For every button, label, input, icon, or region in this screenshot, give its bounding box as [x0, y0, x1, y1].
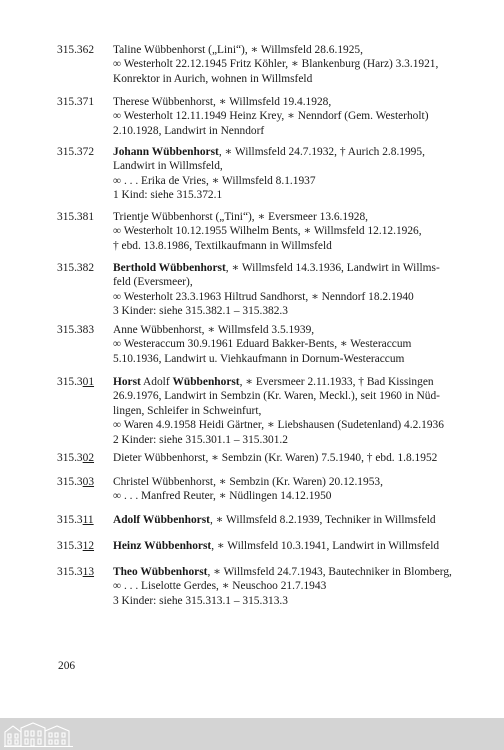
entry-text: Therese Wübbenhorst, ∗ Willmsfeld 19.4.1928, ∞ Westerholt 12.11.1949 Heinz Krey, ∗ Nenndorf (Gem. Westerholt) 2.10.1928, Landwirt in Nenndorf [113, 96, 429, 137]
person-name: Johann Wübbenhorst [113, 146, 219, 158]
entry-number: 315.371 [57, 96, 95, 108]
entry-number: 315.313 [57, 566, 95, 578]
page-number: 206 [58, 660, 76, 672]
entry-number: 315.312 [57, 540, 95, 552]
entry-text: Heinz Wübbenhorst, ∗ Willmsfeld 10.3.1941, Landwirt in Willmsfeld [113, 540, 440, 552]
entry-number: 315.303 [57, 476, 95, 488]
entry-text: Berthold Wübbenhorst, ∗ Willmsfeld 14.3.1936, Landwirt in Willms- feld (Eversmeer), ∞ Westerholt 23.3.1963 Hiltrud Sandhorst, ∗ Nenndorf 18.2.1940 3 Kinder: siehe 315.382.1 – 315.382.3 [113, 262, 440, 318]
entry-number: 315.311 [57, 514, 94, 526]
person-name: Berthold Wübbenhorst [113, 262, 226, 274]
person-name: Adolf Wübbenhorst [113, 514, 210, 526]
entry-text: Christel Wübbenhorst, ∗ Sembzin (Kr. Waren) 20.12.1953, ∞ . . . Manfred Reuter, ∗ Nüdlingen 14.12.1950 [113, 476, 383, 503]
entry-text: Johann Wübbenhorst, ∗ Willmsfeld 24.7.1932, † Aurich 2.8.1995, Landwirt in Willmsfeld, ∞ . . . Erika de Vries, ∗ Willmsfeld 8.1.1937 1 Kind: siehe 315.372.1 [113, 146, 425, 202]
person-name: Theo Wübbenhorst [113, 566, 208, 578]
entry-text: Taline Wübbenhorst („Lini“), ∗ Willmsfeld 28.6.1925, ∞ Westerholt 22.12.1945 Fritz Köhler, ∗ Blankenburg (Harz) 3.3.1921, Konrektor in Aurich, wohnen in Willmsfeld [113, 44, 439, 85]
entry-text: Theo Wübbenhorst, ∗ Willmsfeld 24.7.1943, Bautechniker in Blomberg, ∞ . . . Liselotte Gerdes, ∗ Neuschoo 21.7.1943 3 Kinder: siehe 315.313.1 – 315.313.3 [113, 566, 452, 607]
person-name: Heinz Wübbenhorst [113, 540, 212, 552]
entry-text: Anne Wübbenhorst, ∗ Willmsfeld 3.5.1939, ∞ Westeraccum 30.9.1961 Eduard Bakker-Bents, ∗ Westeraccum 5.10.1936, Landwirt u. Viehkaufmann in Dornum-Westeraccum [113, 324, 412, 365]
person-first-name: Horst [113, 376, 141, 388]
footer-bar [0, 718, 504, 750]
entry-text: Trientje Wübbenhorst („Tini“), ∗ Eversmeer 13.6.1928, ∞ Westerholt 10.12.1955 Wilhelm Bents, ∗ Willmsfeld 12.12.1926, † ebd. 13.8.1986, Textilkaufmann in Willmsfeld [113, 211, 422, 252]
entry-text: Dieter Wübbenhorst, ∗ Sembzin (Kr. Waren) 7.5.1940, † ebd. 1.8.1952 [113, 452, 438, 464]
entry-number: 315.302 [57, 452, 95, 464]
entry-number: 315.383 [57, 324, 95, 336]
person-surname: Wübbenhorst [172, 376, 240, 388]
entry-text: Adolf Wübbenhorst, ∗ Willmsfeld 8.2.1939, Techniker in Willmsfeld [113, 514, 436, 526]
entry-number: 315.372 [57, 146, 95, 158]
building-logo-icon [3, 720, 75, 748]
entry-number: 315.362 [57, 44, 95, 56]
entry-text: Horst Adolf Wübbenhorst, ∗ Eversmeer 2.11.1933, † Bad Kissingen 26.9.1976, Landwirt in Sembzin (Kr. Waren, Meckl.), seit 1960 in Nüd- lingen, Schleifer in Schweinfurt, ∞ Waren 4.9.1958 Heidi Gärtner, ∗ Liebshausen (Sudetenland) 4.2.1936 2 Kinder: siehe 315.301.1 – 315.301.2 [113, 376, 444, 446]
entry-number: 315.381 [57, 211, 95, 223]
entry-number: 315.382 [57, 262, 95, 274]
entry-number: 315.301 [57, 376, 95, 388]
